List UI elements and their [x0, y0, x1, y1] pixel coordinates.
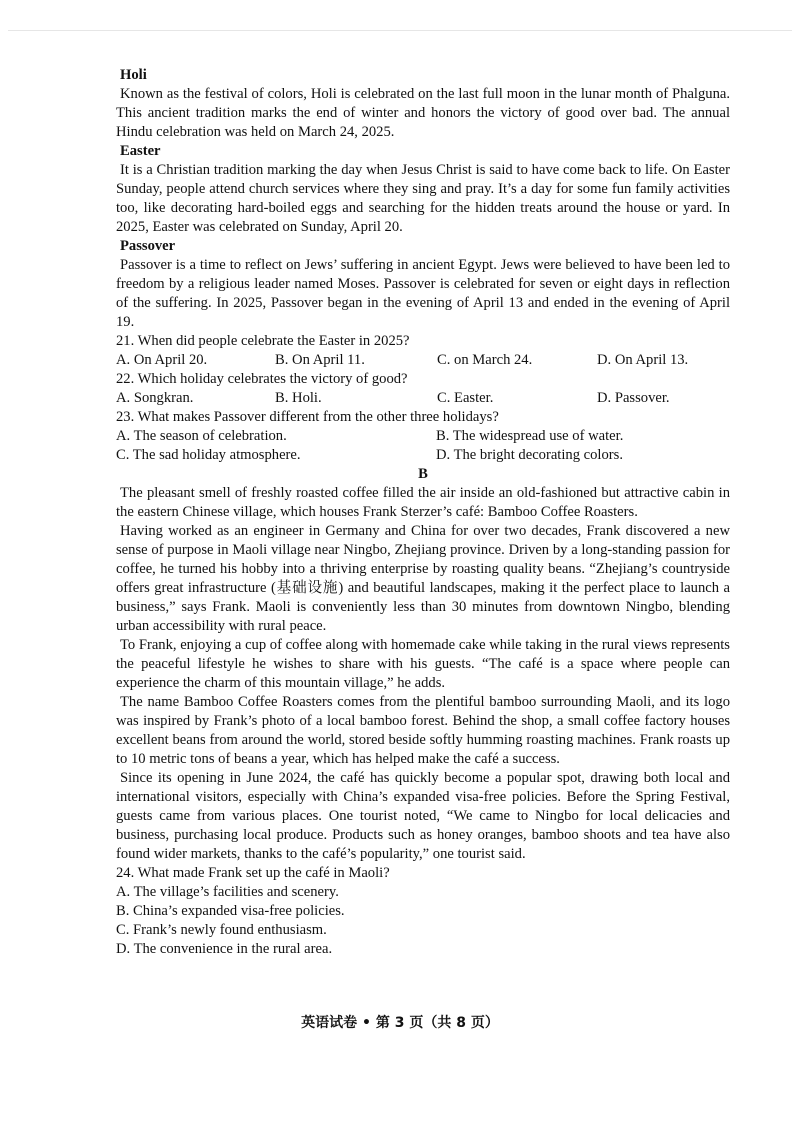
section-b-heading: B: [418, 466, 428, 482]
question-22-options: [116, 389, 730, 408]
section-b-paragraph: Since its opening in June 2024, the café has quickly become a popular spot, drawing both local and international visitors, especially with China’s expanded visa-free policies. Before the Spring Festival, guests came from various places. One tourist noted, “We came to Ningbo for local delicacies and business, purchasing local produce. Products such as honey oranges, bamboo shoots and tea have also found wider markets, thanks to the café’s popularity,” one tourist said.: [116, 770, 730, 862]
option-c: C. The sad holiday atmosphere.: [116, 447, 301, 463]
top-divider: [8, 30, 792, 31]
question-24-options: [116, 883, 730, 959]
question-21-options: [116, 351, 730, 370]
holi-text: Known as the festival of colors, Holi is celebrated on the last full moon in the lunar month of Phalguna. This ancient tradition marks the end of winter and honors the victory of good over bad. The annual Hindu celebration was held on March 24, 2025.: [116, 86, 730, 140]
option-a: A. On April 20.: [116, 352, 208, 368]
section-b-paragraph: Having worked as an engineer in Germany and China for over two decades, Frank discovered a new sense of purpose in Maoli village near Ningbo, Zhejiang province. Driven by a long-standing passion for coffee, he turned his hobby into a thriving enterprise by roasting quality beans. “Zhejiang’s countryside offers great infrastructure (基础设施) and beautiful landscapes, making it the perfect place to launch a business,” says Frank. Maoli is conveniently less than 30 minutes from downtown Ningbo, blending urban accessibility with rural peace.: [116, 523, 730, 634]
easter-title: Easter: [120, 143, 161, 159]
option-d: D. On April 13.: [597, 352, 689, 368]
option-a: A. The season of celebration.: [116, 428, 287, 444]
option-c: C. Frank’s newly found enthusiasm.: [116, 922, 327, 938]
option-d: D. Passover.: [597, 390, 670, 406]
option-d: D. The convenience in the rural area.: [116, 941, 333, 957]
option-d: D. The bright decorating colors.: [436, 447, 623, 463]
question-23-options-row2: [116, 446, 730, 465]
section-b-paragraph: The name Bamboo Coffee Roasters comes from the plentiful bamboo surrounding Maoli, and its logo was inspired by Frank’s photo of a local bamboo forest. Behind the shop, a small coffee factory houses excellent beans from around the world, stored beside softly humming roasting machines. Frank roasts up to 10 metric tons of beans a year, which has helped make the café a success.: [116, 694, 730, 767]
option-b: B. China’s expanded visa-free policies.: [116, 903, 345, 919]
option-b: B. The widespread use of water.: [436, 428, 624, 444]
option-c: C. Easter.: [437, 390, 494, 406]
passover-title: Passover: [120, 238, 176, 254]
option-a: A. Songkran.: [116, 390, 194, 406]
option-a: A. The village’s facilities and scenery.: [116, 884, 339, 900]
question-24-stem: 24. What made Frank set up the café in Maoli?: [116, 865, 390, 881]
page-footer: 英语试卷 • 第 3 页（共 8 页）: [301, 1015, 499, 1031]
question-21-stem: 21. When did people celebrate the Easter in 2025?: [116, 333, 410, 349]
page-content: [116, 66, 730, 959]
section-b-paragraph: To Frank, enjoying a cup of coffee along with homemade cake while taking in the rural views represents the peaceful lifestyle he wishes to share with his guests. “The café is a space where people can experience the charm of this mountain village,” he adds.: [116, 637, 730, 691]
option-b: B. On April 11.: [275, 352, 365, 368]
question-23-options-row1: [116, 427, 730, 446]
option-c: C. on March 24.: [437, 352, 533, 368]
passover-text: Passover is a time to reflect on Jews’ suffering in ancient Egypt. Jews were believed to have been led to freedom by a religious leader named Moses. Passover is celebrated for seven or eight days in reflection of the suffering. In 2025, Passover began in the evening of April 13 and ended in the evening of April 19.: [116, 257, 730, 330]
question-23-stem: 23. What makes Passover different from the other three holidays?: [116, 409, 499, 425]
question-22-stem: 22. Which holiday celebrates the victory of good?: [116, 371, 408, 387]
option-b: B. Holi.: [275, 390, 322, 406]
easter-text: It is a Christian tradition marking the day when Jesus Christ is said to have come back to life. On Easter Sunday, people attend church services where they sing and pray. It’s a day for some fun family activities too, like decorating hard-boiled eggs and searching for the hidden treats around the house or yard. In 2025, Easter was celebrated on Sunday, April 20.: [116, 162, 730, 235]
section-b-paragraph: The pleasant smell of freshly roasted coffee filled the air inside an old-fashioned but attractive cabin in the eastern Chinese village, which houses Frank Sterzer’s café: Bamboo Coffee Roasters.: [116, 485, 730, 520]
holi-title: Holi: [120, 67, 147, 83]
